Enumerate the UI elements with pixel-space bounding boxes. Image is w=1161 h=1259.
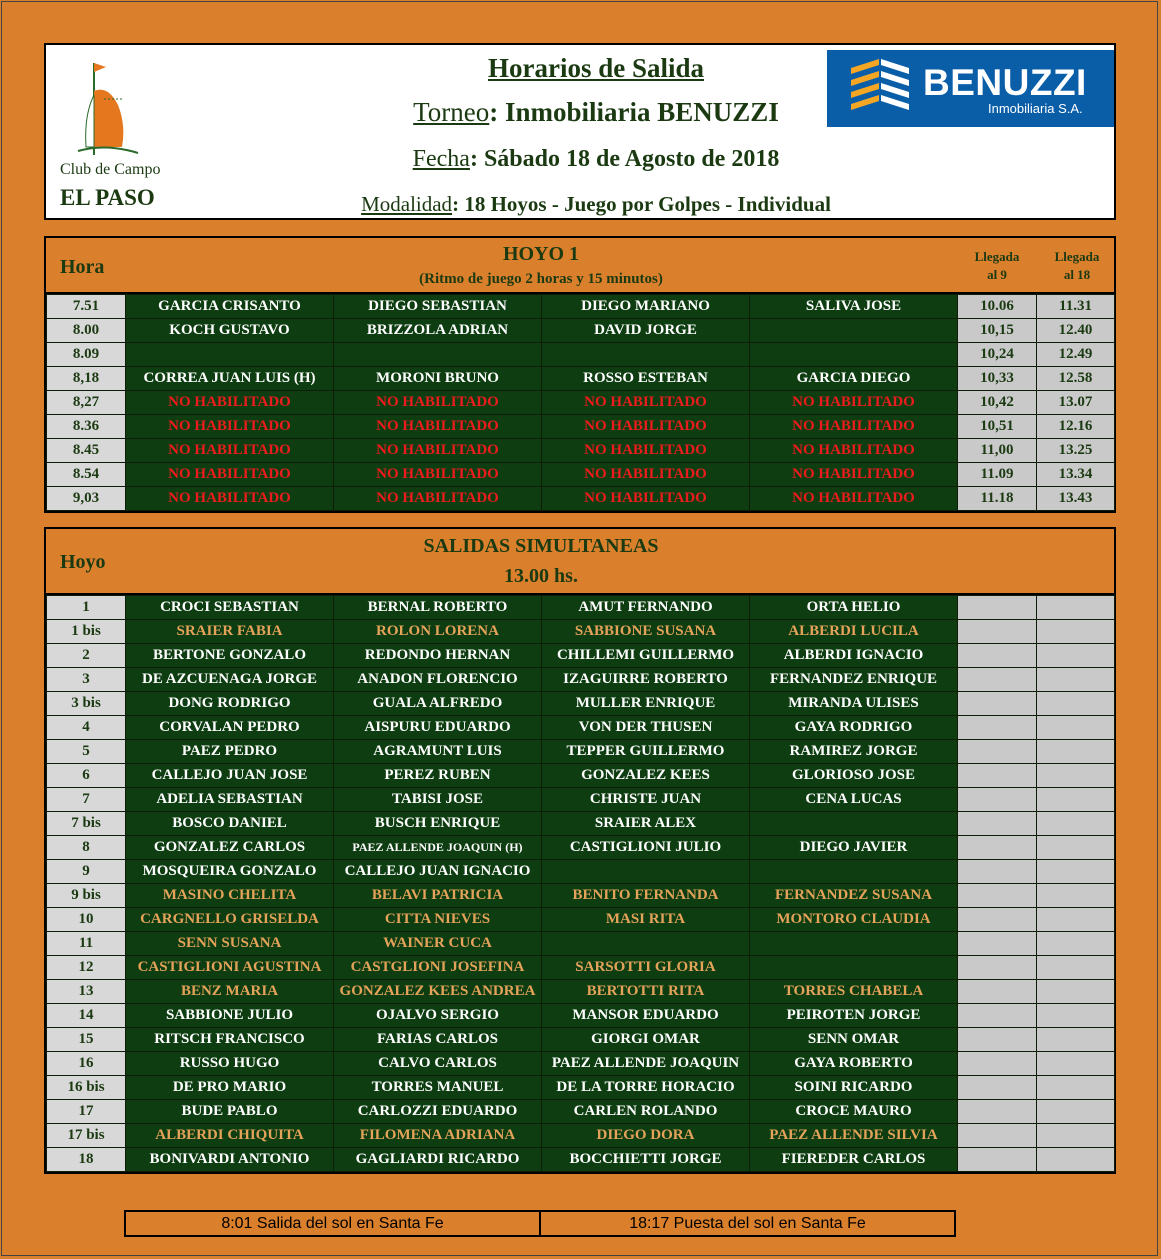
hole-number: 18 [47, 1148, 126, 1172]
table-row [47, 415, 1115, 439]
player-cell: PAEZ ALLENDE SILVIA [750, 1124, 958, 1148]
player-cell [750, 860, 958, 884]
table-row [47, 980, 1115, 1004]
player-cell: OJALVO SERGIO [334, 1004, 542, 1028]
sponsor-subtitle: Inmobiliaria S.A. [988, 101, 1083, 116]
tee-time: 8.45 [47, 439, 126, 463]
empty-cell [958, 884, 1037, 908]
empty-cell [958, 836, 1037, 860]
empty-cell [1037, 908, 1115, 932]
player-cell: NO HABILITADO [750, 415, 958, 439]
club-text: Club de Campo [60, 161, 161, 178]
player-cell: CORREA JUAN LUIS (H) [126, 367, 334, 391]
hole-number: 3 bis [47, 692, 126, 716]
arrival-18: 12.49 [1037, 343, 1115, 367]
table-row [47, 788, 1115, 812]
player-cell: NO HABILITADO [542, 463, 750, 487]
player-cell: GIORGI OMAR [542, 1028, 750, 1052]
simultaneas-subtitle: 13.00 hs. [504, 565, 578, 587]
sponsor-name: BENUZZI [923, 62, 1087, 103]
player-cell: MIRANDA ULISES [750, 692, 958, 716]
player-cell: NO HABILITADO [126, 487, 334, 511]
arrival-18: 13.34 [1037, 463, 1115, 487]
player-cell: BRIZZOLA ADRIAN [334, 319, 542, 343]
player-cell: TORRES CHABELA [750, 980, 958, 1004]
player-cell: BELAVI PATRICIA [334, 884, 542, 908]
empty-cell [1037, 932, 1115, 956]
player-cell: NO HABILITADO [334, 487, 542, 511]
table-row [47, 1100, 1115, 1124]
table-row [47, 439, 1115, 463]
player-cell [542, 932, 750, 956]
empty-cell [958, 1004, 1037, 1028]
arrival-18: 11.31 [1037, 295, 1115, 319]
player-cell: PEIROTEN JORGE [750, 1004, 958, 1028]
table-row [47, 764, 1115, 788]
player-cell: FARIAS CARLOS [334, 1028, 542, 1052]
table-row [47, 1028, 1115, 1052]
hole-number: 13 [47, 980, 126, 1004]
arrival-18: 13.07 [1037, 391, 1115, 415]
player-cell: CASTGLIONI JOSEFINA [334, 956, 542, 980]
player-cell: GLORIOSO JOSE [750, 764, 958, 788]
hoyo1-subtitle: (Ritmo de juego 2 horas y 15 minutos) [419, 271, 663, 287]
empty-cell [1037, 1028, 1115, 1052]
empty-cell [958, 1052, 1037, 1076]
player-cell: NO HABILITADO [126, 463, 334, 487]
fecha-value: Sábado 18 de Agosto de 2018 [483, 146, 780, 172]
player-cell: BENZ MARIA [126, 980, 334, 1004]
hole-number: 16 bis [47, 1076, 126, 1100]
hole-number: 16 [47, 1052, 126, 1076]
arrival-9: 10,15 [958, 319, 1037, 343]
table-row [47, 740, 1115, 764]
player-cell: DAVID JORGE [542, 319, 750, 343]
player-cell [750, 956, 958, 980]
player-cell: CALVO CARLOS [334, 1052, 542, 1076]
empty-cell [1037, 1148, 1115, 1172]
player-cell: CASTIGLIONI AGUSTINA [126, 956, 334, 980]
player-cell: BOSCO DANIEL [126, 812, 334, 836]
hole-number: 2 [47, 644, 126, 668]
empty-cell [1037, 860, 1115, 884]
empty-cell [958, 740, 1037, 764]
player-cell: GONZALEZ CARLOS [126, 836, 334, 860]
player-cell: PAEZ ALLENDE JOAQUIN (H) [334, 836, 542, 860]
torneo-line: Torneo: Inmobiliaria BENUZZI [413, 97, 779, 127]
empty-cell [1037, 884, 1115, 908]
llegada18-header: Llegada al 18 [1054, 249, 1100, 282]
player-cell: FIEREDER CARLOS [750, 1148, 958, 1172]
player-cell: RAMIREZ JORGE [750, 740, 958, 764]
player-cell: TABISI JOSE [334, 788, 542, 812]
player-cell: MANSOR EDUARDO [542, 1004, 750, 1028]
player-cell: NO HABILITADO [750, 439, 958, 463]
hole-number: 17 [47, 1100, 126, 1124]
hole-number: 11 [47, 932, 126, 956]
empty-cell [958, 812, 1037, 836]
fecha-line: Fecha: Sábado 18 de Agosto de 2018 [412, 146, 780, 172]
empty-cell [958, 668, 1037, 692]
table-row [47, 668, 1115, 692]
hole-number: 1 [47, 596, 126, 620]
empty-cell [1037, 956, 1115, 980]
player-cell: NO HABILITADO [542, 415, 750, 439]
empty-cell [958, 980, 1037, 1004]
player-cell: RITSCH FRANCISCO [126, 1028, 334, 1052]
hole-number: 7 bis [47, 812, 126, 836]
hole-number: 4 [47, 716, 126, 740]
empty-cell [958, 764, 1037, 788]
player-cell: NO HABILITADO [126, 415, 334, 439]
simultaneas-table [46, 595, 1115, 1172]
player-cell: MASINO CHELITA [126, 884, 334, 908]
player-cell: ROLON LORENA [334, 620, 542, 644]
hoyo1-table [46, 294, 1115, 511]
player-cell: ROSSO ESTEBAN [542, 367, 750, 391]
player-cell: MORONI BRUNO [334, 367, 542, 391]
empty-cell [958, 1100, 1037, 1124]
arrival-9: 10,33 [958, 367, 1037, 391]
table-row [47, 1124, 1115, 1148]
hole-number: 5 [47, 740, 126, 764]
table-row [47, 812, 1115, 836]
player-cell: WAINER CUCA [334, 932, 542, 956]
table-row [47, 860, 1115, 884]
empty-cell [1037, 644, 1115, 668]
hole-number: 14 [47, 1004, 126, 1028]
player-cell: GARCIA DIEGO [750, 367, 958, 391]
player-cell: CROCE MAURO [750, 1100, 958, 1124]
player-cell [542, 860, 750, 884]
header-panel [44, 43, 1116, 220]
table-row [47, 295, 1115, 319]
empty-cell [958, 716, 1037, 740]
hoyo1-section [44, 236, 1116, 513]
club-name: EL PASO [60, 185, 155, 210]
arrival-9: 10.06 [958, 295, 1037, 319]
empty-cell [958, 788, 1037, 812]
llegada9-header: Llegada al 9 [974, 249, 1020, 282]
player-cell [750, 319, 958, 343]
player-cell: CALLEJO JUAN IGNACIO [334, 860, 542, 884]
simultaneas-header [46, 529, 1114, 595]
empty-cell [1037, 1100, 1115, 1124]
player-cell: NO HABILITADO [334, 463, 542, 487]
player-cell: GAYA ROBERTO [750, 1052, 958, 1076]
table-row [47, 836, 1115, 860]
table-row [47, 908, 1115, 932]
empty-cell [958, 932, 1037, 956]
player-cell: DE PRO MARIO [126, 1076, 334, 1100]
player-cell: DIEGO SEBASTIAN [334, 295, 542, 319]
player-cell: GARCIA CRISANTO [126, 295, 334, 319]
player-cell [126, 343, 334, 367]
player-cell: ANADON FLORENCIO [334, 668, 542, 692]
player-cell: PEREZ RUBEN [334, 764, 542, 788]
table-row [47, 463, 1115, 487]
player-cell: SENN OMAR [750, 1028, 958, 1052]
table-row [47, 932, 1115, 956]
arrival-18: 13.25 [1037, 439, 1115, 463]
empty-cell [958, 620, 1037, 644]
player-cell: NO HABILITADO [542, 487, 750, 511]
player-cell: TORRES MANUEL [334, 1076, 542, 1100]
player-cell: MASI RITA [542, 908, 750, 932]
arrival-9: 10,51 [958, 415, 1037, 439]
tee-time: 8,18 [47, 367, 126, 391]
player-cell: CALLEJO JUAN JOSE [126, 764, 334, 788]
player-cell: BUDE PABLO [126, 1100, 334, 1124]
hole-number: 3 [47, 668, 126, 692]
player-cell: NO HABILITADO [750, 391, 958, 415]
player-cell: RUSSO HUGO [126, 1052, 334, 1076]
tee-time: 8.00 [47, 319, 126, 343]
player-cell: CITTA NIEVES [334, 908, 542, 932]
player-cell: FERNANDEZ ENRIQUE [750, 668, 958, 692]
hora-label: Hora [60, 256, 105, 278]
player-cell: DE LA TORRE HORACIO [542, 1076, 750, 1100]
player-cell: PAEZ ALLENDE JOAQUIN [542, 1052, 750, 1076]
table-row [47, 367, 1115, 391]
player-cell: CENA LUCAS [750, 788, 958, 812]
player-cell: SALIVA JOSE [750, 295, 958, 319]
player-cell: BOCCHIETTI JORGE [542, 1148, 750, 1172]
arrival-9: 10,42 [958, 391, 1037, 415]
player-cell: AISPURU EDUARDO [334, 716, 542, 740]
sunrise-text: 8:01 Salida del sol en Santa Fe [126, 1212, 541, 1235]
empty-cell [1037, 668, 1115, 692]
table-row [47, 644, 1115, 668]
player-cell: BUSCH ENRIQUE [334, 812, 542, 836]
table-row [47, 319, 1115, 343]
empty-cell [1037, 1124, 1115, 1148]
player-cell: ALBERDI IGNACIO [750, 644, 958, 668]
modalidad-line: Modalidad: 18 Hoyos - Juego por Golpes - Individual [361, 192, 831, 216]
player-cell: MULLER ENRIQUE [542, 692, 750, 716]
player-cell: VON DER THUSEN [542, 716, 750, 740]
player-cell: ALBERDI LUCILA [750, 620, 958, 644]
hole-number: 17 bis [47, 1124, 126, 1148]
empty-cell [1037, 812, 1115, 836]
player-cell: GAYA RODRIGO [750, 716, 958, 740]
player-cell: DIEGO MARIANO [542, 295, 750, 319]
table-row [47, 596, 1115, 620]
player-cell [750, 932, 958, 956]
simultaneas-title: SALIDAS SIMULTANEAS [423, 535, 659, 557]
player-cell: BERTONE GONZALO [126, 644, 334, 668]
sun-times-footer [124, 1210, 956, 1237]
torneo-label: Torneo [413, 97, 490, 127]
table-row [47, 391, 1115, 415]
empty-cell [1037, 1004, 1115, 1028]
player-cell: NO HABILITADO [126, 439, 334, 463]
player-cell: DIEGO DORA [542, 1124, 750, 1148]
player-cell: REDONDO HERNAN [334, 644, 542, 668]
arrival-9: 10,24 [958, 343, 1037, 367]
empty-cell [1037, 1052, 1115, 1076]
player-cell: SABBIONE JULIO [126, 1004, 334, 1028]
table-row [47, 1052, 1115, 1076]
empty-cell [1037, 620, 1115, 644]
player-cell: CORVALAN PEDRO [126, 716, 334, 740]
table-row [47, 1148, 1115, 1172]
tee-time: 8.09 [47, 343, 126, 367]
player-cell: DONG RODRIGO [126, 692, 334, 716]
hole-number: 9 bis [47, 884, 126, 908]
table-row [47, 487, 1115, 511]
player-cell: CASTIGLIONI JULIO [542, 836, 750, 860]
player-cell: BENITO FERNANDA [542, 884, 750, 908]
player-cell: ADELIA SEBASTIAN [126, 788, 334, 812]
player-cell: NO HABILITADO [750, 487, 958, 511]
player-cell: DE AZCUENAGA JORGE [126, 668, 334, 692]
player-cell: CARLEN ROLANDO [542, 1100, 750, 1124]
player-cell [750, 343, 958, 367]
hole-number: 12 [47, 956, 126, 980]
player-cell: MOSQUEIRA GONZALO [126, 860, 334, 884]
player-cell: NO HABILITADO [126, 391, 334, 415]
table-row [47, 884, 1115, 908]
arrival-9: 11.09 [958, 463, 1037, 487]
arrival-9: 11.18 [958, 487, 1037, 511]
player-cell: AGRAMUNT LUIS [334, 740, 542, 764]
empty-cell [1037, 740, 1115, 764]
player-cell: ALBERDI CHIQUITA [126, 1124, 334, 1148]
tee-time: 7.51 [47, 295, 126, 319]
player-cell: SABBIONE SUSANA [542, 620, 750, 644]
player-cell: NO HABILITADO [334, 439, 542, 463]
modalidad-label: Modalidad [361, 192, 453, 216]
empty-cell [1037, 788, 1115, 812]
player-cell: MONTORO CLAUDIA [750, 908, 958, 932]
player-cell [334, 343, 542, 367]
empty-cell [958, 1076, 1037, 1100]
player-cell: ORTA HELIO [750, 596, 958, 620]
sunset-text: 18:17 Puesta del sol en Santa Fe [629, 1215, 866, 1232]
empty-cell [1037, 1076, 1115, 1100]
player-cell: AMUT FERNANDO [542, 596, 750, 620]
player-cell: GUALA ALFREDO [334, 692, 542, 716]
sponsor-logo [827, 50, 1114, 127]
sponsor-mark-icon [837, 50, 917, 127]
player-cell: SARSOTTI GLORIA [542, 956, 750, 980]
player-cell: SRAIER ALEX [542, 812, 750, 836]
arrival-18: 13.43 [1037, 487, 1115, 511]
hoyo1-header [46, 238, 1114, 294]
hole-number: 8 [47, 836, 126, 860]
table-row [47, 1004, 1115, 1028]
player-cell: NO HABILITADO [542, 439, 750, 463]
player-cell: BERTOTTI RITA [542, 980, 750, 1004]
hole-number: 6 [47, 764, 126, 788]
player-cell: FILOMENA ADRIANA [334, 1124, 542, 1148]
tee-time: 8.54 [47, 463, 126, 487]
page-title: Horarios de Salida [487, 53, 704, 83]
player-cell: TEPPER GUILLERMO [542, 740, 750, 764]
empty-cell [958, 1028, 1037, 1052]
empty-cell [958, 956, 1037, 980]
player-cell: IZAGUIRRE ROBERTO [542, 668, 750, 692]
empty-cell [958, 596, 1037, 620]
empty-cell [958, 860, 1037, 884]
player-cell: FERNANDEZ SUSANA [750, 884, 958, 908]
hole-number: 10 [47, 908, 126, 932]
player-cell: CHRISTE JUAN [542, 788, 750, 812]
empty-cell [1037, 764, 1115, 788]
fecha-label: Fecha [412, 146, 470, 172]
player-cell: SRAIER FABIA [126, 620, 334, 644]
player-cell: GAGLIARDI RICARDO [334, 1148, 542, 1172]
arrival-18: 12.16 [1037, 415, 1115, 439]
player-cell: GONZALEZ KEES [542, 764, 750, 788]
player-cell: CARGNELLO GRISELDA [126, 908, 334, 932]
table-row [47, 692, 1115, 716]
arrival-18: 12.40 [1037, 319, 1115, 343]
table-row [47, 716, 1115, 740]
player-cell: BERNAL ROBERTO [334, 596, 542, 620]
simultaneas-section [44, 527, 1116, 1174]
player-cell: GONZALEZ KEES ANDREA [334, 980, 542, 1004]
hoyo-label: Hoyo [60, 551, 106, 573]
player-cell: NO HABILITADO [334, 391, 542, 415]
tee-time: 8,27 [47, 391, 126, 415]
empty-cell [1037, 980, 1115, 1004]
table-row [47, 343, 1115, 367]
torneo-value: Inmobiliaria BENUZZI [505, 97, 779, 127]
tee-time: 9,03 [47, 487, 126, 511]
table-row [47, 620, 1115, 644]
player-cell [542, 343, 750, 367]
empty-cell [1037, 692, 1115, 716]
arrival-18: 12.58 [1037, 367, 1115, 391]
empty-cell [958, 1124, 1037, 1148]
hoyo1-title: HOYO 1 [502, 243, 580, 265]
player-cell: CROCI SEBASTIAN [126, 596, 334, 620]
player-cell: NO HABILITADO [542, 391, 750, 415]
arrival-9: 11,00 [958, 439, 1037, 463]
table-row [47, 1076, 1115, 1100]
table-row [47, 956, 1115, 980]
empty-cell [1037, 716, 1115, 740]
hole-number: 9 [47, 860, 126, 884]
player-cell: DIEGO JAVIER [750, 836, 958, 860]
player-cell: PAEZ PEDRO [126, 740, 334, 764]
player-cell: BONIVARDI ANTONIO [126, 1148, 334, 1172]
player-cell: NO HABILITADO [334, 415, 542, 439]
empty-cell [1037, 836, 1115, 860]
hole-number: 7 [47, 788, 126, 812]
empty-cell [1037, 596, 1115, 620]
player-cell: NO HABILITADO [750, 463, 958, 487]
player-cell: SENN SUSANA [126, 932, 334, 956]
player-cell: CHILLEMI GUILLERMO [542, 644, 750, 668]
empty-cell [958, 908, 1037, 932]
tee-time: 8.36 [47, 415, 126, 439]
empty-cell [958, 1148, 1037, 1172]
hole-number: 15 [47, 1028, 126, 1052]
empty-cell [958, 644, 1037, 668]
player-cell: CARLOZZI EDUARDO [334, 1100, 542, 1124]
player-cell: SOINI RICARDO [750, 1076, 958, 1100]
player-cell: KOCH GUSTAVO [126, 319, 334, 343]
player-cell [750, 812, 958, 836]
modalidad-value: 18 Hoyos - Juego por Golpes - Individual [464, 192, 831, 216]
empty-cell [958, 692, 1037, 716]
hole-number: 1 bis [47, 620, 126, 644]
